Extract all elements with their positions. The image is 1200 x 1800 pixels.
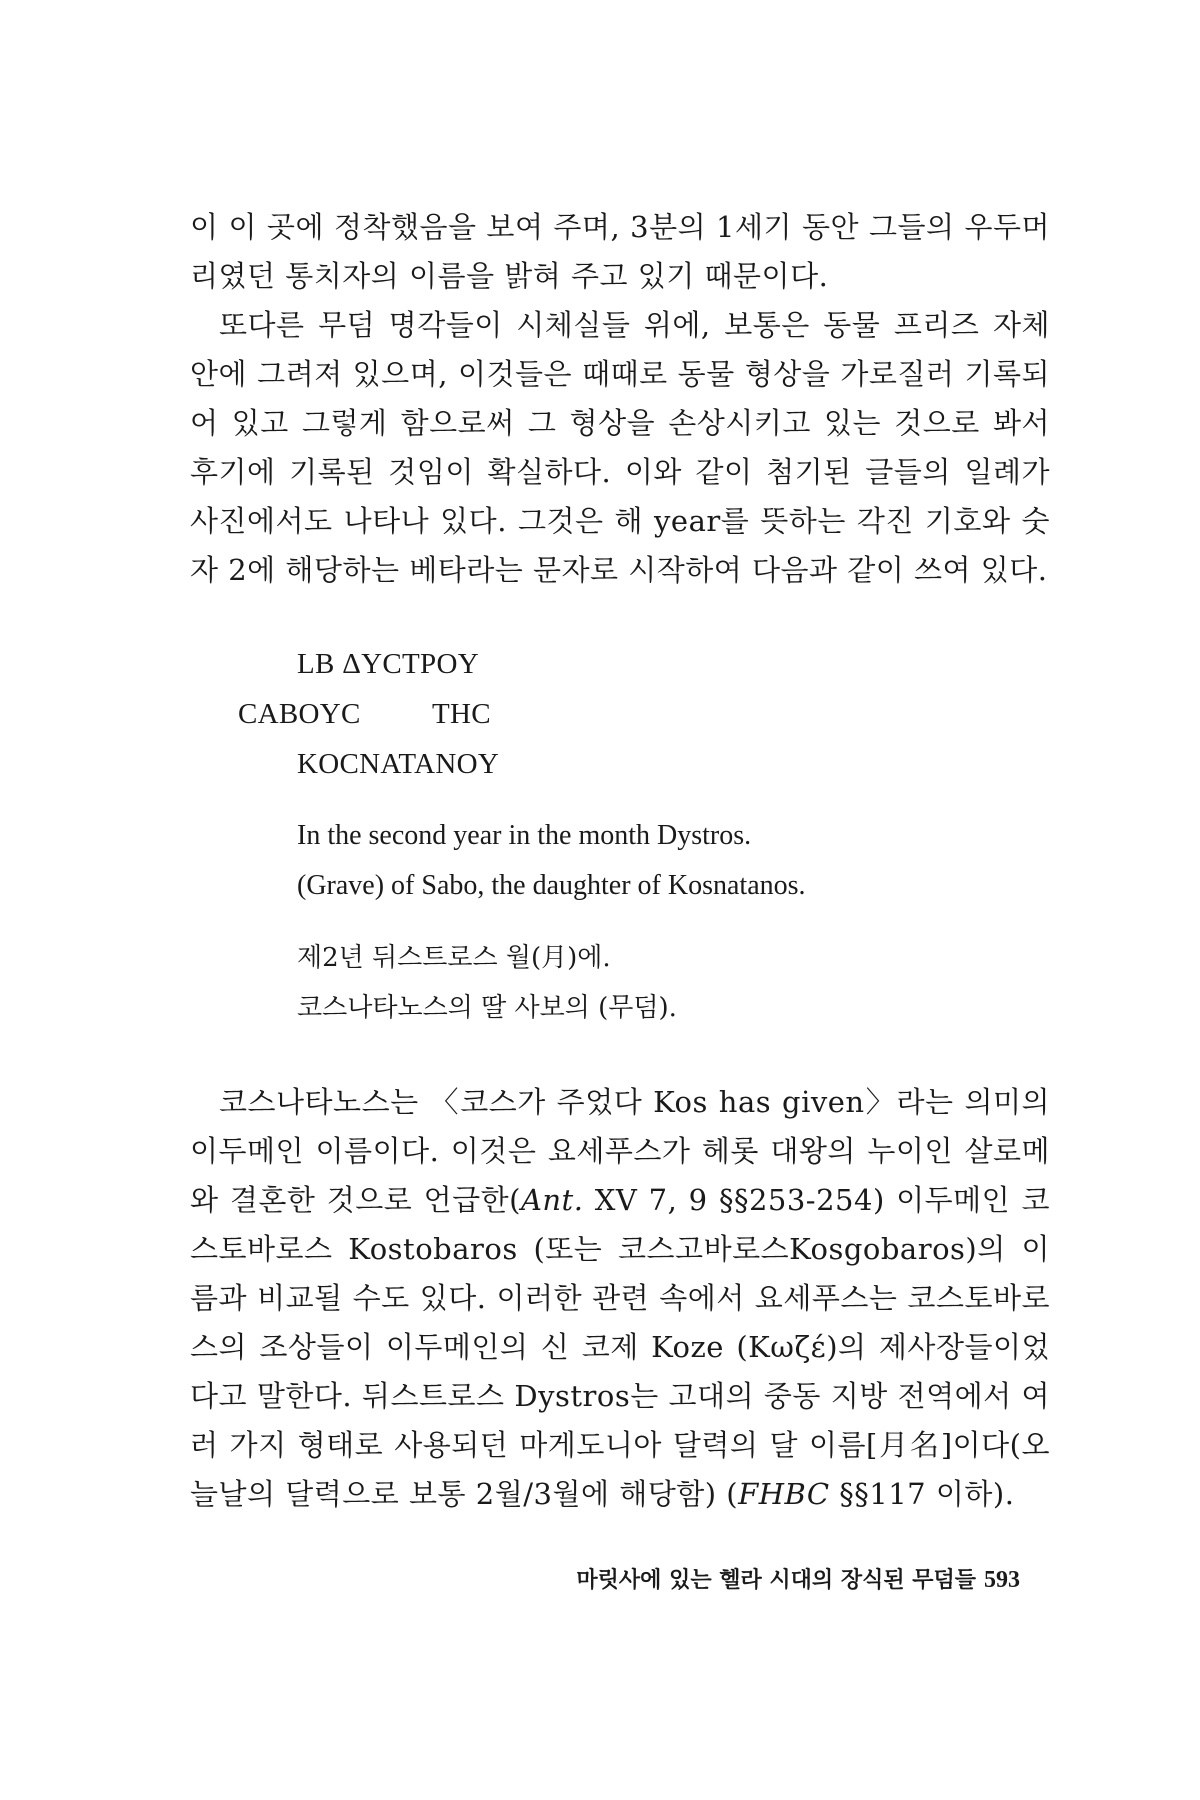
citation-ant: Ant. [520, 1183, 584, 1217]
inscription-line-2-left: CABOYC [238, 698, 361, 730]
citation-fhbc: FHBC [738, 1477, 830, 1511]
body-text-block-2 [190, 301, 1050, 595]
inscription-line-2-right: THC [432, 698, 491, 730]
page-number: 593 [984, 1567, 1020, 1593]
paragraph-inscription-intro: 또다른 무덤 명각들이 시체실들 위에, 보통은 동물 프리즈 자체 안에 그려져 있으며, 이것들은 때때로 동물 형상을 가로질러 기록되어 있고 그렇게 함으로써 그 형상을 손상시키고 있는 것으로 봐서 후기에 기록된 것임이 확실하다. 이와 같이 첨기된 글들의 일례가 사진에서도 나타나 있다. 그것은 해 year를 뜻하는 각진 기호와 숫자 2에 해당하는 베타라는 문자로 시작하여 다음과 같이 쓰여 있다. [190, 308, 1050, 587]
body-text-block-3 [190, 1078, 1050, 1519]
paragraph-part-2: XV 7, 9 §§253-254) 이두메인 코스토바로스 Kostobaros (또는 코스고바로스Kosgobaros)의 이름과 비교될 수도 있다. 이러한 관련 속에서 요세푸스는 코스토바로스의 조상들이 이두메인의 신 코제 Koze (Κωζέ)의 제사장들이었다고 말한다. 뒤스트로스 Dystros는 고대의 중동 지방 전역에서 여러 가지 형태로 사용되던 마게도니아 달력의 달 이름[月名]이다(오늘날의 달력으로 보통 2월/3월에 해당함) ( [190, 1183, 1050, 1511]
body-text-block-1 [190, 203, 1050, 301]
inscription-line-3: KOCNATANOY [297, 748, 500, 780]
korean-translation-line-2: 코스나타노스의 딸 사보의 (무덤). [297, 993, 677, 1023]
paragraph-part-3: §§117 이하). [829, 1477, 1015, 1511]
paragraph-continuation: 이 이 곳에 정착했음을 보여 주며, 3분의 1세기 동안 그들의 우두머리였던 통치자의 이름을 밝혀 주고 있기 때문이다. [190, 210, 1050, 293]
running-title: 마릿사에 있는 헬라 시대의 장식된 무덤들 [576, 1568, 976, 1593]
english-translation-line-1: In the second year in the month Dystros. [297, 820, 752, 851]
paragraph-kosnatanos [190, 1078, 1050, 1519]
korean-translation-line-1: 제2년 뒤스트로스 월(月)에. [297, 943, 611, 973]
english-translation-line-2: (Grave) of Sabo, the daughter of Kosnatanos. [297, 870, 806, 901]
inscription-line-1: LB ΔYCTPOY [297, 648, 479, 680]
paragraph-part-1: 코스나타노스는 〈코스가 주었다 Kos has given〉라는 의미의 이두메인 이름이다. 이것은 요세푸스가 헤롯 대왕의 누이인 살로메와 결혼한 것으로 언급한( [190, 1085, 1050, 1217]
page-footer [470, 1565, 1020, 1596]
